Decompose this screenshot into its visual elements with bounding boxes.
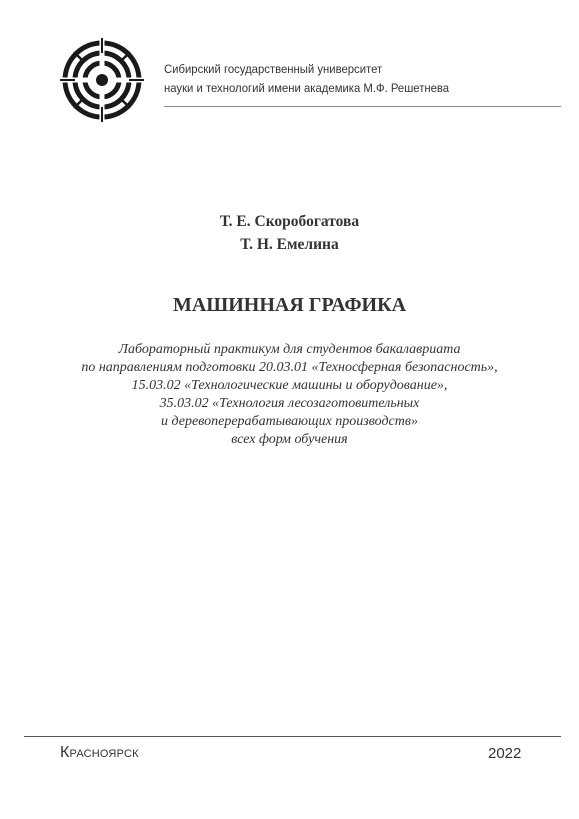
subtitle-line-6: всех форм обучения: [231, 432, 348, 447]
footer-divider: [24, 736, 561, 737]
publication-year: 2022: [488, 745, 522, 762]
university-name-line-2: науки и технологий имени академика М.Ф. Решетнева: [164, 81, 450, 95]
document-subtitle: [0, 341, 579, 449]
author-1: Т. Е. Скоробогатова: [219, 213, 360, 230]
university-name-line-1: Сибирский государственный университет: [164, 62, 383, 76]
document-title: МАШИННАЯ ГРАФИКА: [172, 294, 407, 316]
subtitle-line-5: и деревоперерабатывающих производств»: [161, 414, 418, 429]
subtitle-line-1: Лабораторный практикум для студентов бакалавриата: [118, 342, 461, 357]
publication-city: Красноярск: [60, 744, 139, 761]
header-divider: [164, 106, 561, 107]
subtitle-line-4: 35.03.02 «Технология лесозаготовительных: [159, 396, 420, 411]
university-emblem-icon: [60, 38, 144, 122]
subtitle-line-3: 15.03.02 «Технологические машины и оборудование»,: [131, 378, 448, 393]
authors: [0, 210, 579, 256]
author-2: Т. Н. Емелина: [240, 236, 339, 253]
subtitle-line-2: по направлениям подготовки 20.03.01 «Техносферная безопасность»,: [81, 360, 498, 375]
university-name: [164, 60, 449, 98]
